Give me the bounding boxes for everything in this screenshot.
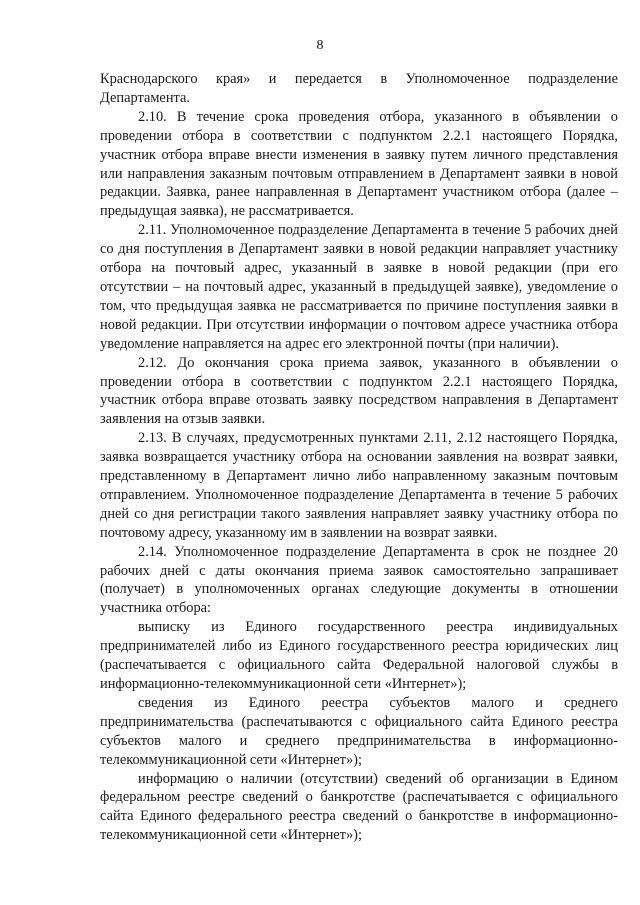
- list-item-bankruptcy-registry: информацию о наличии (отсутствии) сведений об организации в Едином федеральном реестре сведений о банкротстве (распечатывается с официального сайта Единого федерального реестра сведений о банкротстве в информационно-телекоммуникационной сети «Интернет»);: [100, 770, 618, 844]
- paragraph-2-10: 2.10. В течение срока проведения отбора, указанного в объявлении о проведении отбора в соответствии с подпунктом 2.2.1 настоящего Порядка, участник отбора вправе внести изменения в заявку путем личного представления или направления заказным почтовым отправлением в Департамент заявки в новой редакции. Заявка, ранее направленная в Департамент участником отбора (далее – предыдущая заявка), не рассматривается.: [100, 108, 618, 220]
- paragraph-2-12: 2.12. До окончания срока приема заявок, указанного в объявлении о проведении отбора в соответствии с подпунктом 2.2.1 настоящего Порядка, участник отбора вправе отозвать заявку посредством направления в Департамент заявления на отзыв заявки.: [100, 354, 618, 428]
- paragraph-2-11: 2.11. Уполномоченное подразделение Департамента в течение 5 рабочих дней со дня поступления в Департамент заявки в новой редакции направляет участнику отбора на почтовый адрес, указанный в заявке в новой редакции (при его отсутствии – на почтовый адрес, указанный в предыдущей заявке), уведомление о том, что предыдущая заявка не рассматривается по причине поступления заявки в новой редакции. При отсутствии информации о почтовом адресе участника отбора уведомление направляется на адрес его электронной почты (при наличии).: [100, 222, 618, 352]
- paragraph-continuation: Краснодарского края» и передается в Уполномоченное подразделение Департамента.: [100, 71, 618, 106]
- paragraph-2-13: 2.13. В случаях, предусмотренных пунктами 2.11, 2.12 настоящего Порядка, заявка возвращается участнику отбора на основании заявления на возврат заявки, представленному в Департамент лично либо направленному заказным почтовым отправлением. Уполномоченное подразделение Департамента в течение 5 рабочих дней со дня регистрации такого заявления направляет заявку участнику отбора по почтовому адресу, указанному им в заявлении на возврат заявки.: [100, 430, 618, 541]
- page-number: 8: [316, 38, 324, 53]
- paragraph-2-14: 2.14. Уполномоченное подразделение Департамента в срок не позднее 20 рабочих дней с даты окончания приема заявок самостоятельно запрашивает (получает) в уполномоченных органах следующие документы в отношении участника отбора:: [100, 543, 618, 617]
- document-body: [100, 70, 618, 845]
- list-item-sme-registry: сведения из Единого реестра субъектов малого и среднего предпринимательства (распечатываются с официального сайта Единого реестра субъектов малого и среднего предпринимательства в информационно-телекоммуникационной сети «Интернет»);: [100, 694, 618, 768]
- list-item-egrip-extract: выписку из Единого государственного реестра индивидуальных предпринимателей либо из Единого государственного реестра юридических лиц (распечатывается с официального сайта Федеральной налоговой службы в информационно-телекоммуникационной сети «Интернет»);: [100, 619, 618, 692]
